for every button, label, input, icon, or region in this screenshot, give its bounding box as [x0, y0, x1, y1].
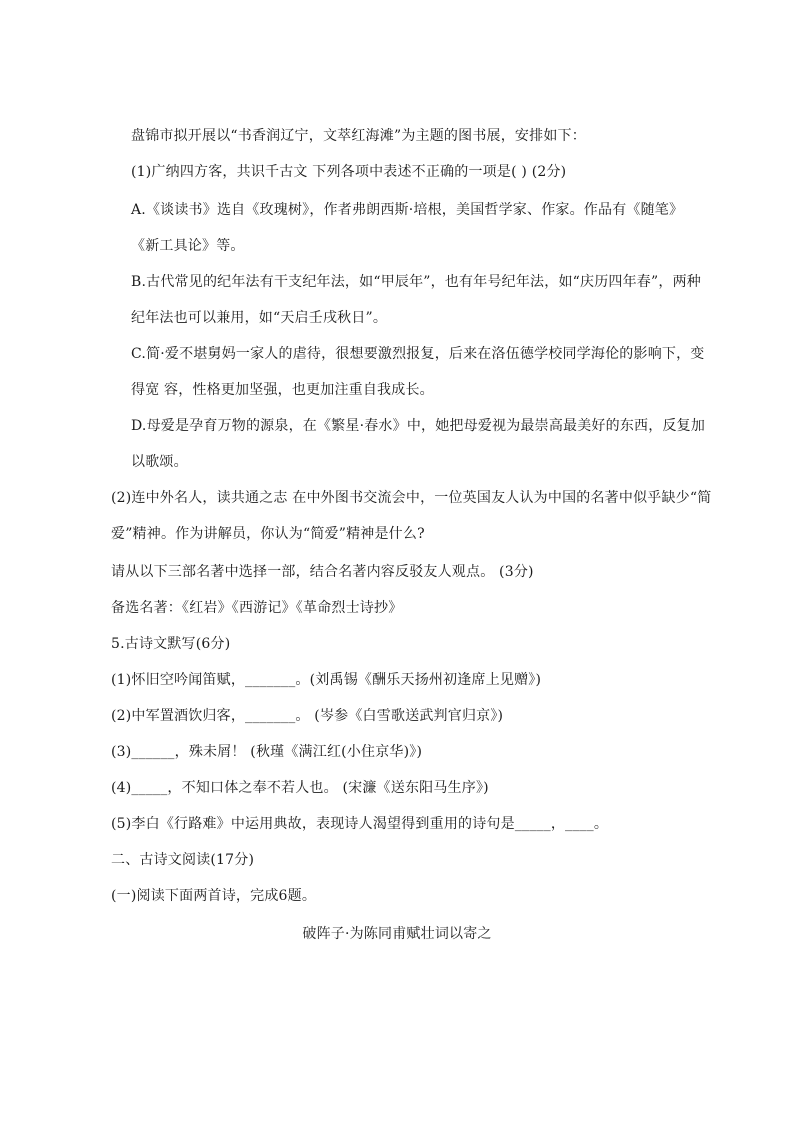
option-d-line-1: D.母爱是孕育万物的源泉，在《繁星·春水》中，她把母爱视为最崇高最美好的东西，反复加	[131, 418, 706, 434]
question-5-item-2: (2)中军置酒饮归客，_______。 (岑参《白雪歌送武判官归京》)	[111, 708, 504, 724]
question-2-line-1: (2)连中外名人，读共通之志 在中外图书交流会中，一位英国友人认为中国的名著中似乎缺少“简	[111, 490, 712, 506]
question-2-line-3: 请从以下三部名著中选择一部，结合名著内容反驳友人观点。 (3分)	[111, 564, 534, 580]
question-5-item-5: (5)李白《行路难》中运用典故，表现诗人渴望得到重用的诗句是_____，____。	[111, 816, 609, 832]
section-2-title: 二、古诗文阅读(17分)	[111, 852, 255, 868]
option-c-line-1: C.简·爱不堪舅妈一家人的虐待，很想要激烈报复，后来在洛伍德学校同学海伦的影响下，变	[131, 346, 705, 362]
option-a-line-2: 《新工具论》等。	[131, 238, 245, 254]
question-5-title: 5.古诗文默写(6分)	[111, 636, 231, 652]
option-b-line-1: B.古代常见的纪年法有干支纪年法，如“甲辰年”，也有年号纪年法，如“庆历四年春”，两种	[131, 274, 701, 290]
question-2-line-2: 爱”精神。作为讲解员，你认为“简爱”精神是什么?	[111, 526, 425, 542]
intro-text: 盘锦市拟开展以“书香润辽宁，文萃红海滩”为主题的图书展，安排如下：	[131, 128, 586, 144]
option-b-line-2: 纪年法也可以兼用，如“天启壬戌秋日”。	[131, 310, 388, 326]
question-5-item-1: (1)怀旧空吟闻笛赋，_______。(刘禹锡《酬乐天扬州初逢席上见赠》)	[111, 672, 542, 688]
question-5-item-3: (3)______，殊未屑！ (秋瑾《满江红(小住京华)》)	[111, 744, 423, 760]
poem-title: 破阵子·为陈同甫赋壮词以寄之	[302, 926, 492, 942]
section-2-subtitle: (一)阅读下面两首诗，完成6题。	[111, 888, 317, 904]
option-c-line-2: 得宽 容，性格更加坚强，也更加注重自我成长。	[131, 382, 434, 398]
question-2-line-4: 备选名著：《红岩》《西游记》《革命烈士诗抄》	[111, 600, 403, 616]
question-5-item-4: (4)_____，不知口体之奉不若人也。 (宋濂《送东阳马生序》)	[111, 780, 489, 796]
option-a-line-1: A.《谈读书》选自《玫瑰树》，作者弗朗西斯·培根，美国哲学家、作家。作品有《随笔》	[131, 202, 684, 218]
option-d-line-2: 以歌颂。	[131, 454, 188, 470]
question-1-stem: (1)广纳四方客，共识千古文 下列各项中表述不正确的一项是( ) (2分)	[131, 164, 567, 180]
